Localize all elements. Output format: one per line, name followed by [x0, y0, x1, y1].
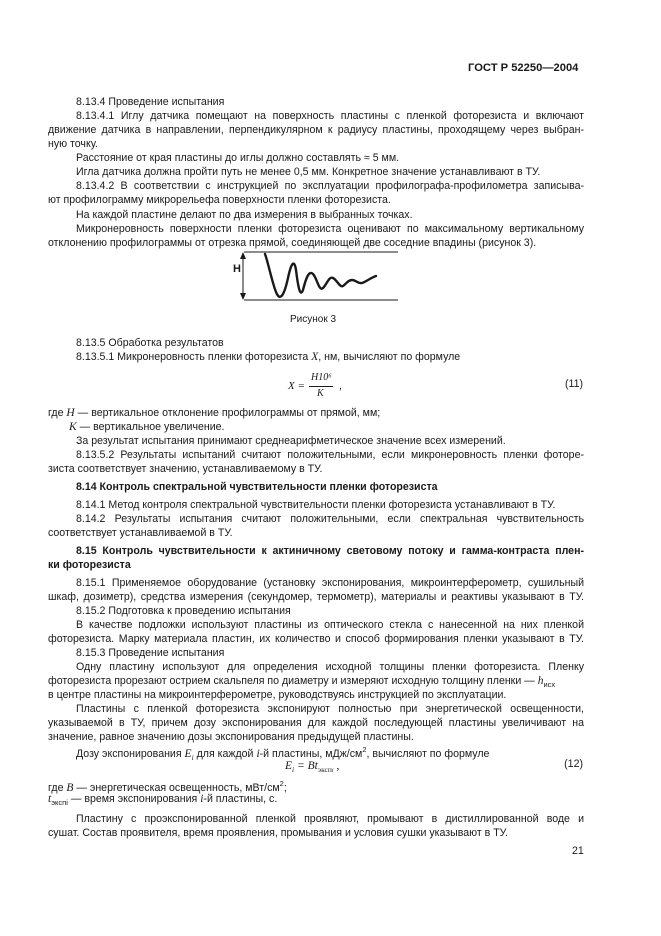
figure-axis-label: H	[233, 263, 241, 275]
formula-11-denominator: K	[317, 388, 324, 399]
paragraph-line: фоторезиста прорезают острием скальпеля по диаметру и измеряют исходную толщину пленки — $h_{исх}$	[48, 675, 556, 689]
section-heading: 8.13.4 Проведение испытания	[76, 96, 225, 108]
paragraph-line: в центре пластины на микроинтерферометре, руководствуясь инструкцией по эксплуатации.	[48, 689, 507, 701]
definition-line: K — вертикальное увеличение.	[69, 421, 225, 433]
paragraph-line: шкаф, дозиметр), средства измерения (секундомер, термометр), материалы и реактивы указывают в ТУ.	[48, 591, 584, 603]
paragraph-line: указываемой в ТУ, причем дозу экспонирования для каждой последующей пластины увеличивают на	[48, 717, 584, 729]
section-heading-8-15: 8.15 Контроль чувствительности к актиничному световому потоку и гамма-контраста плен-	[76, 545, 584, 557]
paragraph-line: Пластины с пленкой фоторезиста экспонируют полностью при энергетической освещенности,	[76, 703, 584, 715]
paragraph-line: движение датчика в направлении, перпендикулярном к радиусу пластины, проходящему через выбран-	[48, 124, 584, 136]
section-heading: 8.15.3 Проведение испытания	[76, 647, 225, 659]
section-heading: 8.13.5 Обработка результатов	[76, 337, 224, 349]
arrow-up-icon	[240, 252, 246, 259]
section-heading-8-14: 8.14 Контроль спектральной чувствительности пленки фоторезиста	[76, 481, 438, 493]
fraction-bar	[309, 386, 333, 387]
paragraph-line: Микронеровность поверхности пленки фоторезиста оценивают по максимальному вертикальному	[76, 223, 584, 235]
profilogram-curve	[265, 254, 376, 297]
paragraph-line: 8.13.4.2 В соответствии с инструкцией по эксплуатации профилографа-профилометра записыва-	[76, 180, 584, 192]
definition-line: где B — энергетическая освещенность, мВт/$см^2$;	[48, 779, 287, 794]
formula-12-number: (12)	[564, 758, 583, 770]
paragraph-line: 8.13.4.1 Иглу датчика помещают на поверхность пластины с пленкой фоторезиста и включают	[76, 110, 584, 122]
formula-11-comma: ,	[339, 380, 342, 392]
section-heading-8-15-cont: ки фоторезиста	[48, 559, 131, 571]
profilogram-figure	[228, 248, 408, 308]
paragraph-line: Одну пластину используют для определения исходной толщины пленки фоторезиста. Пленку	[76, 661, 584, 673]
formula-11-number: (11)	[564, 378, 583, 390]
paragraph-line: 8.13.5.2 Результаты испытаний считают положительными, если микронеровность пленки фоторе-	[76, 449, 584, 461]
paragraph-line: фоторезиста. Марку материала пластин, их количество и способ формирования пленки указывают в ТУ.	[48, 633, 584, 645]
paragraph-line: За результат испытания принимают среднеарифметическое значение всех измерений.	[76, 435, 506, 447]
paragraph-line: ют профилограмму микрорельефа поверхности пленки фоторезиста.	[48, 194, 391, 206]
paragraph-line: сушат. Состав проявителя, время проявления, промывания и условия сушки указывают в ТУ.	[48, 827, 508, 839]
paragraph-line: 8.14.1 Метод контроля спектральной чувствительности пленки фоторезиста устанавливают в ТУ.	[76, 499, 556, 511]
paragraph-line: Пластину с проэкспонированной пленкой проявляют, промывают в дистиллированной воде и	[76, 813, 584, 825]
formula-11-numerator: H10⁶	[311, 372, 332, 383]
formula-12: $E_i = Bt_{экспi}$ ,	[285, 760, 340, 774]
section-heading: 8.15.2 Подготовка к проведению испытания	[76, 605, 291, 617]
paragraph-line: Игла датчика должна пройти путь не менее 0,5 мм. Конкретное значение устанавливают в ТУ.	[76, 166, 541, 178]
paragraph-line: 8.13.5.1 Микронеровность пленки фоторезиста X, нм, вычисляют по формуле	[76, 351, 461, 363]
paragraph-line: соответствует устанавливаемой в ТУ.	[48, 527, 233, 539]
paragraph-line: Дозу экспонирования $E_i$ для каждой i-й пластины, мДж/$см^2$, вычисляют по формуле	[76, 745, 490, 762]
paragraph-line: В качестве подложки используют пластины из оптического стекла с нанесенной на них пленкой	[76, 619, 584, 631]
definition-line: $t_{экспi}$ — время экспонирования i-й пластины, с.	[48, 793, 278, 807]
paragraph-line: 8.14.2 Результаты испытания считают положительными, если спектральная чувствительность	[76, 513, 584, 525]
paragraph-line: значение, равное значению дозы экспонирования предыдущей пластины.	[48, 731, 414, 743]
definition-line: где H — вертикальное отклонение профилограммы от прямой, мм;	[48, 407, 381, 419]
page-number: 21	[572, 845, 584, 857]
paragraph-line: 8.15.1 Применяемое оборудование (установку экспонирования, микроинтерферометр, сушильный	[76, 577, 584, 589]
arrow-down-icon	[240, 293, 246, 300]
paragraph-line: зиста соответствует значению, устанавливаемому в ТУ.	[48, 463, 323, 475]
paragraph-line: На каждой пластине делают по два измерения в выбранных точках.	[76, 209, 413, 221]
figure-caption: Рисунок 3	[290, 314, 337, 325]
paragraph-line: ную точку.	[48, 138, 98, 150]
formula-11-lhs: X =	[288, 380, 305, 392]
document-header: ГОСТ Р 52250—2004	[468, 62, 579, 74]
paragraph-line: отклонению профилограммы от отрезка прямой, соединяющей две соседние впадины (рисунок 3).	[48, 237, 537, 249]
paragraph-line: Расстояние от края пластины до иглы должно составлять ≈ 5 мм.	[76, 152, 400, 164]
